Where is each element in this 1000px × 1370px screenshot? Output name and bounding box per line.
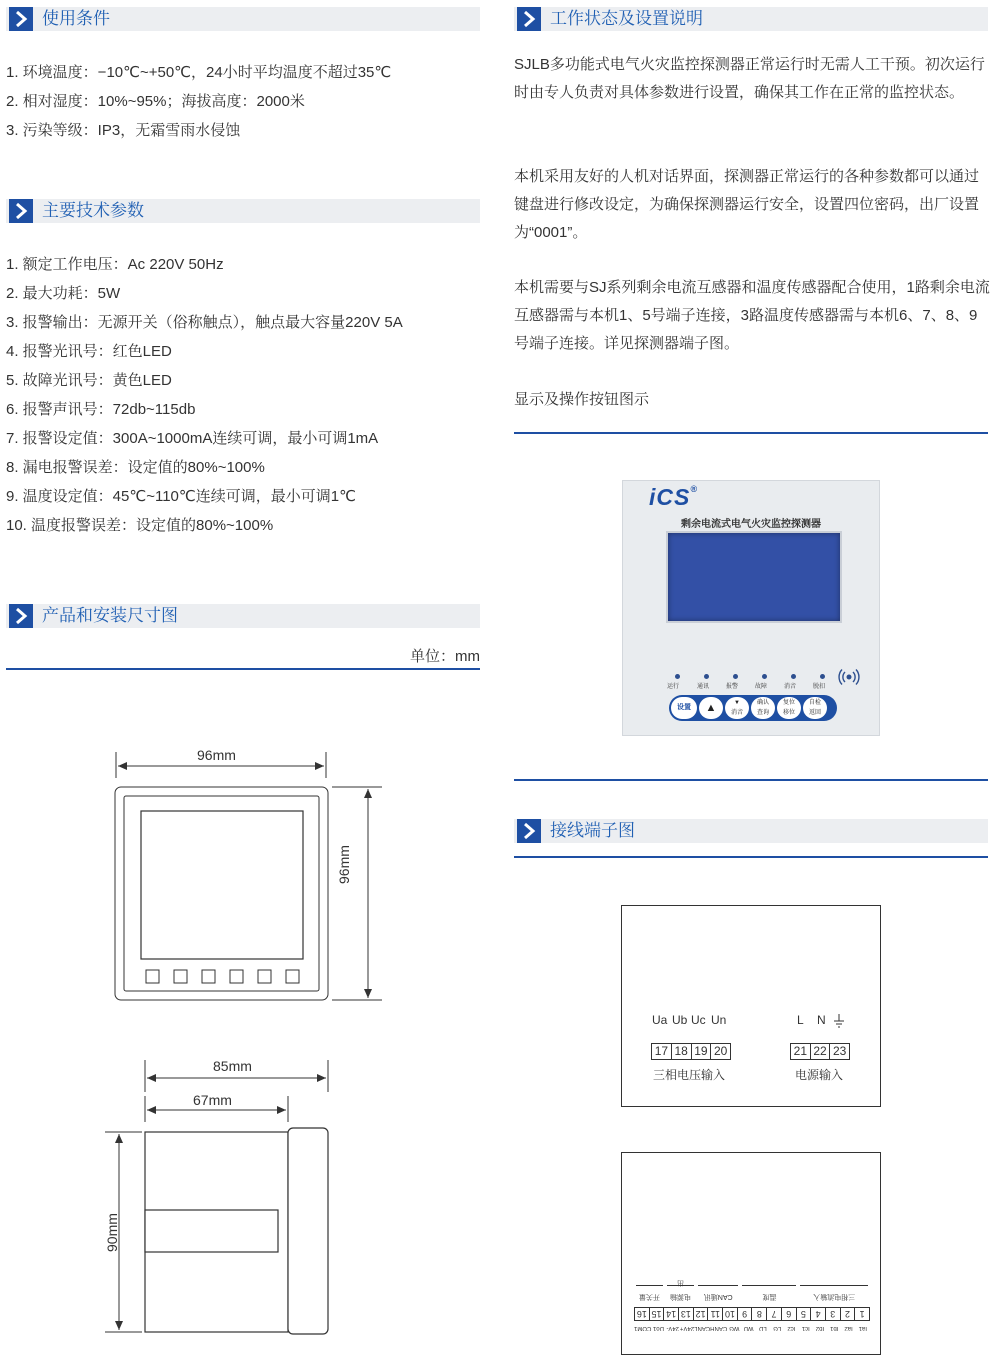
chevron-right-icon bbox=[517, 819, 541, 843]
terminal-label: LG bbox=[773, 1325, 782, 1331]
chevron-right-icon bbox=[9, 604, 33, 628]
list-item: 6. 报警声讯号：72db~115db bbox=[6, 401, 196, 418]
terminal-number: 9 bbox=[737, 1308, 752, 1320]
indicator-row bbox=[667, 674, 839, 692]
list-item: 8. 漏电报警误差：设定值的80%~100% bbox=[6, 459, 265, 476]
terminal-number: 7 bbox=[766, 1308, 781, 1320]
confirm-query-button[interactable]: 确认 查询 bbox=[751, 697, 775, 719]
terminal-label: N bbox=[817, 1013, 826, 1027]
section-header-tech bbox=[6, 199, 480, 223]
terminal-number: 5 bbox=[796, 1308, 811, 1320]
terminal-label: Uc bbox=[691, 1013, 706, 1027]
unit-label: 单位：mm bbox=[410, 648, 480, 665]
down-mute-button[interactable]: ▼ 消音 bbox=[725, 697, 749, 719]
terminal-number: 23 bbox=[833, 1044, 847, 1058]
buzzer-icon bbox=[837, 668, 861, 691]
section-header-dims bbox=[6, 604, 480, 628]
chevron-right-icon bbox=[517, 7, 541, 31]
divider bbox=[514, 856, 988, 858]
list-item: 9. 温度设定值：45℃~110℃连续可调，最小可调1℃ bbox=[6, 488, 356, 505]
list-item: 3. 报警输出：无源开关（俗称触点），触点最大容量220V 5A bbox=[6, 314, 403, 331]
terminal-number: 22 bbox=[811, 1044, 831, 1059]
terminal-label: Ic2 bbox=[787, 1325, 796, 1331]
indicator-label: 运行 bbox=[667, 684, 680, 690]
terminal-label: L bbox=[797, 1013, 804, 1027]
front-width-label: 96mm bbox=[197, 747, 236, 763]
lcd-screen bbox=[666, 531, 842, 623]
list-item: 3. 污染等级：IP3，无霜雪雨水侵蚀 bbox=[6, 122, 241, 139]
terminal-label: 24V- bbox=[666, 1325, 679, 1331]
led-mute bbox=[791, 674, 796, 679]
selftest-return-button[interactable]: 自检 返回 bbox=[803, 697, 827, 719]
section-header-usage bbox=[6, 7, 480, 31]
terminal-box-top bbox=[621, 905, 881, 1107]
led-trip bbox=[820, 674, 825, 679]
status-paragraph-2: 本机采用友好的人机对话界面，探测器正常运行的各种参数都可以通过键盘进行修改设定，为确保探测器运行安全，设置四位密码，出厂设置为“0001”。 bbox=[514, 168, 980, 241]
terminal-label: 24V+ bbox=[679, 1325, 695, 1331]
terminal-number: 20 bbox=[713, 1044, 728, 1058]
indicator-label: 报警 bbox=[726, 684, 739, 690]
terminal-label: WD bbox=[743, 1325, 754, 1331]
terminal-label: Ib2 bbox=[815, 1325, 825, 1331]
terminal-label: CANH bbox=[710, 1325, 728, 1331]
led-run bbox=[675, 674, 680, 679]
brand-logo: iCS® bbox=[649, 484, 698, 510]
list-item: 1. 额定工作电压：Ac 220V 50Hz bbox=[6, 256, 224, 273]
divider bbox=[514, 432, 988, 434]
section-header-wiring bbox=[514, 819, 988, 843]
label-row bbox=[634, 1321, 870, 1335]
section-title: 使用条件 bbox=[42, 9, 110, 28]
list-item: 4. 报警光讯号：红色LED bbox=[6, 343, 172, 360]
divider bbox=[514, 779, 988, 781]
group-label: 电源输出 bbox=[667, 1285, 694, 1303]
terminal-number: 14 bbox=[663, 1308, 678, 1320]
list-item: 2. 最大功耗：5W bbox=[6, 285, 121, 302]
front-height-label: 96mm bbox=[336, 845, 352, 884]
terminal-number: 12 bbox=[693, 1308, 708, 1320]
group-row bbox=[634, 1279, 870, 1303]
terminal-label: COM1 bbox=[633, 1325, 652, 1331]
terminal-caption: 三相电压输入 bbox=[653, 1068, 726, 1082]
status-paragraph-4: 显示及操作按钮图示 bbox=[514, 391, 650, 408]
side-height-label: 90mm bbox=[104, 1213, 120, 1252]
led-alarm bbox=[733, 674, 738, 679]
button-bar bbox=[669, 695, 837, 721]
side-body-label: 67mm bbox=[193, 1092, 232, 1108]
chevron-right-icon bbox=[9, 199, 33, 223]
terminal-number: 13 bbox=[678, 1308, 693, 1320]
terminal-number: 17 bbox=[652, 1044, 672, 1059]
section-title: 主要技术参数 bbox=[42, 201, 144, 220]
terminal-number: 8 bbox=[752, 1308, 767, 1320]
group-label: 温度 bbox=[743, 1285, 797, 1303]
up-button[interactable]: ▲ bbox=[699, 697, 723, 719]
terminal-label: Ub bbox=[672, 1013, 688, 1027]
reset-shift-button[interactable]: 复位 移位 bbox=[777, 697, 801, 719]
list-item: 5. 故障光讯号：黄色LED bbox=[6, 372, 172, 389]
set-button[interactable]: 设置 bbox=[671, 697, 697, 719]
list-item: 7. 报警设定值：300A~1000mA连续可调，最小可调1mA bbox=[6, 430, 379, 447]
terminal-number: 10 bbox=[722, 1308, 737, 1320]
voltage-terminal-block bbox=[651, 1043, 731, 1060]
terminal-number: 18 bbox=[672, 1044, 692, 1059]
list-item: 2. 相对湿度：10%~95%；海拔高度：2000米 bbox=[6, 93, 305, 110]
section-title: 接线端子图 bbox=[550, 821, 635, 840]
status-paragraph-1: SJLB多功能式电气火灾监控探测器正常运行时无需人工干预。初次运行时由专人负责对具体参数进行设置，确保其工作在正常的监控状态。 bbox=[514, 56, 985, 101]
section-header-status bbox=[514, 7, 988, 31]
device-name: 剩余电流式电气火灾监控探测器 bbox=[681, 519, 821, 530]
section-title: 工作状态及设置说明 bbox=[550, 9, 703, 28]
tech-list bbox=[6, 250, 403, 540]
chevron-right-icon bbox=[9, 7, 33, 31]
indicator-label: 消音 bbox=[784, 684, 797, 690]
power-terminal-block bbox=[790, 1043, 850, 1060]
terminal-label: Ia1 bbox=[858, 1325, 868, 1331]
indicator-label: 通讯 bbox=[697, 684, 710, 690]
terminal-number: 11 bbox=[707, 1308, 722, 1320]
led-comm bbox=[704, 674, 709, 679]
group-label: 开关量 bbox=[636, 1285, 663, 1303]
terminal-label: Do1 bbox=[652, 1325, 664, 1331]
number-row bbox=[634, 1307, 870, 1321]
terminal-box-bottom bbox=[621, 1152, 881, 1355]
group-label: 三相电流输入 bbox=[801, 1285, 869, 1303]
terminal-number: 16 bbox=[636, 1309, 647, 1319]
section-title: 产品和安装尺寸图 bbox=[42, 606, 178, 625]
terminal-number: 4 bbox=[810, 1308, 825, 1320]
rotated-terminal-strip bbox=[634, 1273, 870, 1335]
terminal-number: 6 bbox=[781, 1308, 796, 1320]
terminal-label: Ia2 bbox=[844, 1325, 853, 1331]
device-panel bbox=[622, 480, 880, 736]
terminal-label: CANL bbox=[694, 1325, 711, 1331]
terminal-number: 15 bbox=[649, 1308, 664, 1320]
list-item: 1. 环境温度：−10℃~+50℃，24小时平均温度不超过35℃ bbox=[6, 64, 392, 81]
terminal-label: Un bbox=[711, 1013, 727, 1027]
led-fault bbox=[762, 674, 767, 679]
list-item: 10. 温度报警误差：设定值的80%~100% bbox=[6, 517, 274, 534]
ground-icon bbox=[833, 1013, 845, 1029]
indicator-label: 故障 bbox=[755, 684, 768, 690]
terminal-number: 21 bbox=[791, 1044, 811, 1059]
status-paragraph-3: 本机需要与SJ系列剩余电流互感器和温度传感器配合使用，1路剩余电流互感器需与本机1、5号端子连接，3路温度传感器需与本机6、7、8、9号端子连接。详见探测器端子图。 bbox=[514, 279, 990, 352]
terminal-number: 2 bbox=[840, 1308, 855, 1320]
group-label: CAN通讯 bbox=[698, 1285, 739, 1303]
terminal-label: LD bbox=[759, 1325, 767, 1331]
terminal-label: WG bbox=[729, 1325, 740, 1331]
usage-list bbox=[6, 58, 391, 145]
terminal-number: 19 bbox=[692, 1044, 712, 1059]
terminal-label: Ic1 bbox=[801, 1325, 810, 1331]
terminal-caption: 电源输入 bbox=[795, 1068, 844, 1082]
terminal-number: 3 bbox=[825, 1308, 840, 1320]
terminal-label: Ib1 bbox=[830, 1325, 839, 1331]
side-total-label: 85mm bbox=[213, 1058, 252, 1074]
divider bbox=[6, 668, 480, 670]
indicator-label: 脱扣 bbox=[813, 684, 826, 690]
terminal-number: 1 bbox=[854, 1308, 869, 1320]
terminal-label: Ua bbox=[652, 1013, 668, 1027]
